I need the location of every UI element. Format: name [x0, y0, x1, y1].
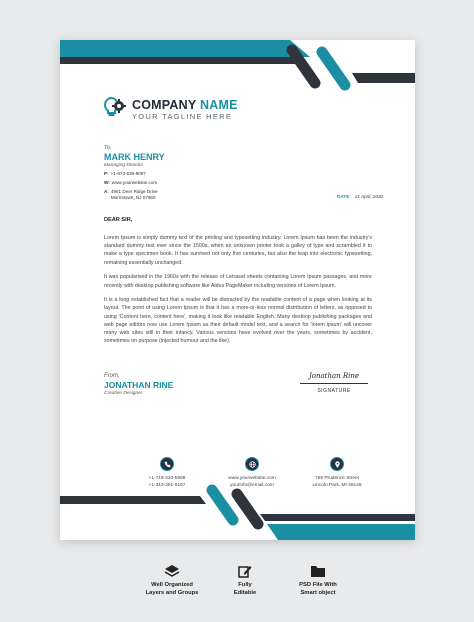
bottom-decoration: [60, 480, 415, 540]
recipient-phone: P: +1-973-536-9087: [104, 171, 146, 176]
body-paragraph: It was popularised in the 1960s with the release of Letraset sheets containing Lorem Ipsum passages, and more recently with desktop publishing software like Aldus PageMaker including versions of Lorem Ipsum.: [104, 274, 372, 289]
company-name: COMPANY NAME: [132, 98, 238, 112]
phone-icon: [160, 457, 174, 471]
footer-address-line2: Lincoln Park, MI 48146: [312, 483, 362, 488]
salutation: DEAR SIR,: [104, 217, 133, 223]
globe-icon: [245, 457, 259, 471]
feature-list: [140, 562, 350, 597]
feature-psd-line1: PSD File With: [299, 582, 337, 588]
signature-script: Jonathan Rine: [308, 372, 360, 380]
gear-bulb-icon: [102, 95, 128, 121]
top-decoration: [60, 40, 415, 100]
letter-date: DATE: 21 April, 2030: [337, 194, 383, 199]
location-icon: [330, 457, 344, 471]
edit-icon: [213, 562, 277, 578]
from-label: From,: [104, 373, 120, 379]
footer-address-line1: 769 Prudence Street: [314, 476, 359, 481]
feature-layers-line2: Layers and Groups: [145, 590, 199, 596]
recipient-block: [104, 145, 165, 201]
recipient-title: Managing Director: [104, 163, 144, 168]
feature-layers: [140, 562, 204, 597]
company-tagline: YOUR TAGLINE HERE: [132, 112, 233, 121]
letter-body: [104, 234, 372, 352]
signature-line: [300, 383, 368, 384]
layers-icon: [140, 562, 204, 578]
recipient-web: W: www.yourwebsite.com: [104, 180, 158, 185]
feature-psd: [286, 562, 350, 597]
letterhead-page: [60, 40, 415, 540]
signature-block: [300, 372, 368, 394]
feature-editable-line2: Editable: [233, 590, 257, 596]
body-paragraph: It is a long established fact that a reader will be distracted by the readable content of a page when looking at its layout. The point of using Lorem Ipsum is that it has a more-or-less normal distribution of letters, as opposed to using 'Content here, content here', making it look like readable English. Many desktop publishing packages and web page editors now use Lorem Ipsum as their default model text, and a search for 'lorem ipsum' will uncover many web sites still in their infancy. Various versions have evolved over the years, sometimes by accident, sometimes on purpose (injected humour and the like).: [104, 297, 372, 345]
signature-label: SIGNATURE: [317, 388, 351, 394]
footer-phone-line2: +1-313-381-8167: [148, 483, 186, 488]
body-paragraph: Lorem Ipsum is simply dummy text of the printing and typesetting industry. Lorem Ipsum has been the industry's standard dummy text ever since the 1500s, when an unknown printer took a galley of type and scrambled it to make a type specimen book. It has survived not only five centuries, but also the leap into electronic typesetting, remaining essentially unchanged.: [104, 235, 372, 266]
footer-web-line1: www.yourwebsite.com: [228, 476, 276, 481]
company-logo: [102, 95, 238, 125]
recipient-name: MARK HENRY: [104, 152, 165, 162]
sender-name: JONATHAN RINE: [104, 380, 174, 390]
recipient-address: A: 4961 Deer Ridge Drive Morristown, NJ 07960: [104, 189, 158, 200]
feature-editable-line1: Fully: [238, 582, 252, 588]
folder-icon: [286, 562, 350, 578]
to-label: To,: [104, 145, 112, 151]
footer-web-line2: yourinfo@email.com: [230, 483, 274, 488]
feature-editable: [213, 562, 277, 597]
feature-psd-line2: Smart object: [300, 590, 336, 596]
footer-phone-line1: +1-718-310-5588: [148, 476, 186, 481]
sender-block: [104, 373, 173, 396]
sender-title: Creative Designer: [104, 391, 143, 396]
feature-layers-line1: Well Organized: [151, 582, 193, 588]
